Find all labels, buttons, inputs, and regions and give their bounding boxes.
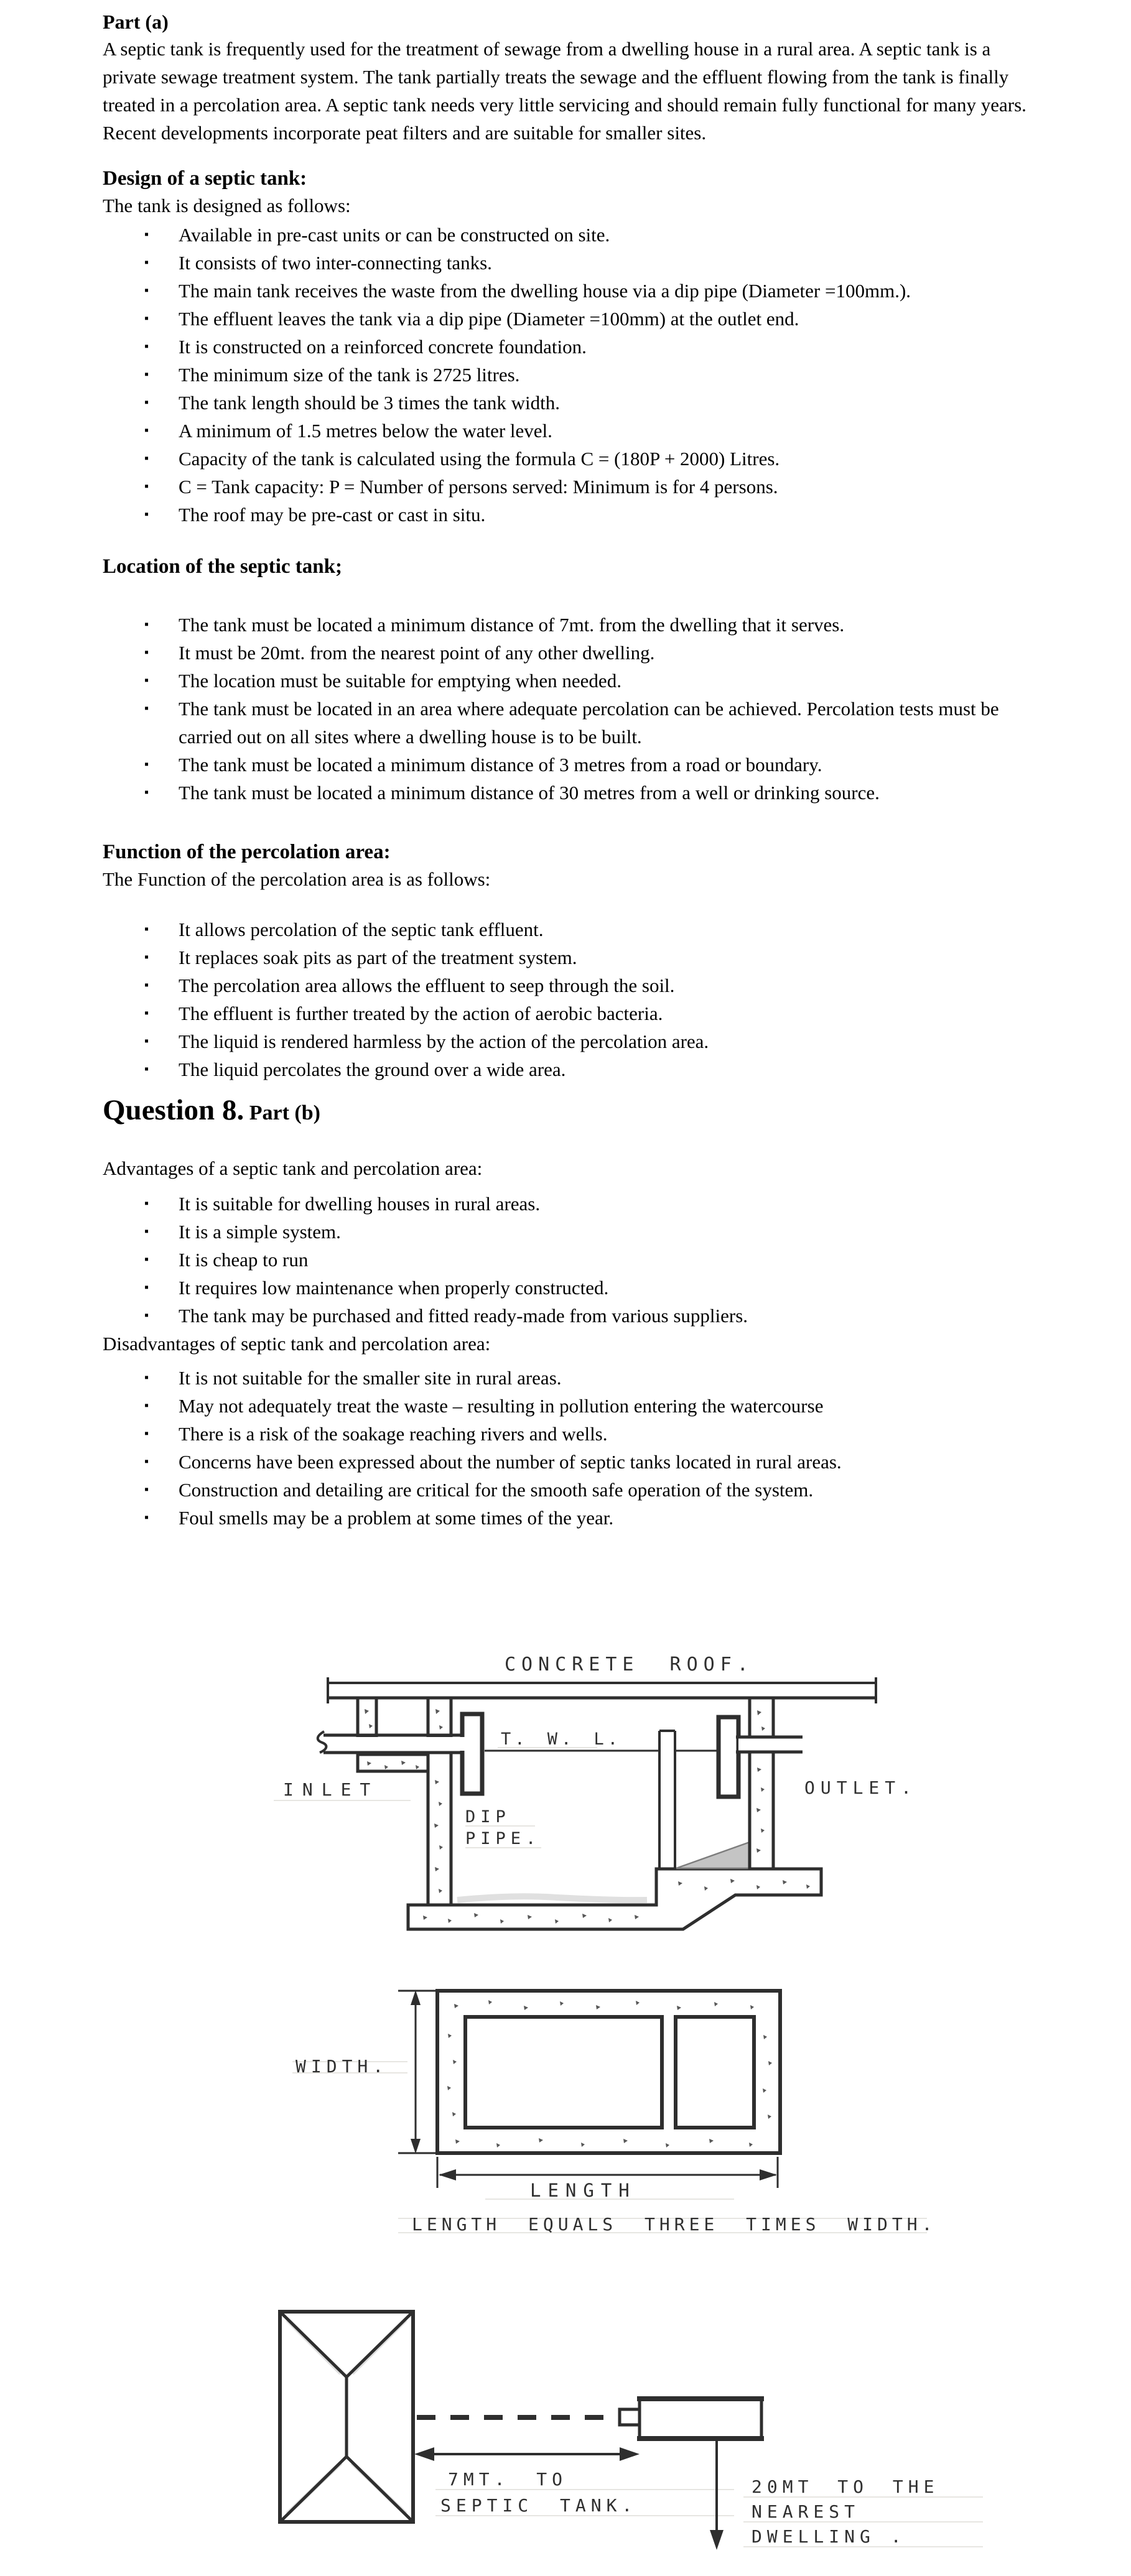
list-item-text: The location must be suitable for emptying when needed. (179, 670, 621, 692)
arrowhead-up-icon (411, 1990, 421, 2005)
list-item (103, 221, 919, 249)
bullet-square-icon: ▪ (144, 618, 149, 631)
list-item-text: It is a simple system. (179, 1221, 341, 1243)
advantages-list (103, 1190, 1030, 1330)
bullet-square-icon: ▪ (144, 1455, 149, 1468)
list-item (103, 779, 1030, 807)
roof-slab (327, 1685, 877, 1697)
bullet-square-icon: ▪ (144, 256, 149, 269)
list-item-text: May not adequately treat the waste – resulting in pollution entering the watercourse (179, 1395, 824, 1417)
design-heading: Design of a septic tank: (103, 167, 307, 190)
bullet-square-icon: ▪ (144, 1399, 149, 1412)
arrowhead-left-icon (414, 2447, 434, 2461)
list-item (103, 1274, 1030, 1302)
question8-title: Question 8. (103, 1094, 244, 1126)
list-item-text: Concerns have been expressed about the number of septic tanks located in rural areas. (179, 1451, 842, 1473)
bullet-square-icon: ▪ (144, 1062, 149, 1076)
list-item (103, 695, 1030, 751)
advantages-intro: Advantages of a septic tank and percolation area: (103, 1157, 483, 1179)
dwelling-distance-label-line2: NEAREST (752, 2501, 860, 2522)
bullet-square-icon: ▪ (144, 340, 149, 353)
bullet-square-icon: ▪ (144, 646, 149, 659)
bullet-square-icon: ▪ (144, 922, 149, 936)
list-item (103, 249, 919, 277)
function-intro: The Function of the percolation area is as follows: (103, 868, 491, 890)
outlet-dip-pipe (719, 1717, 738, 1797)
bullet-square-icon: ▪ (144, 702, 149, 715)
list-item-text: The tank must be located in an area where adequate percolation can be achieved. Percolation tests must be carried out on all sites where a dwelling house is to be built. (179, 698, 999, 748)
list-item (103, 1302, 1030, 1330)
list-item (103, 1190, 1030, 1218)
plan-caption: LENGTH EQUALS THREE TIMES WIDTH. (412, 2214, 937, 2235)
septic-tank-plan-diagram (249, 1953, 937, 2267)
dwelling-distance-label-line3: DWELLING . (752, 2526, 906, 2547)
bullet-square-icon: ▪ (144, 1511, 149, 1524)
list-item-text: It requires low maintenance when properly constructed. (179, 1277, 609, 1299)
disadvantages-intro: Disadvantages of septic tank and percolation area: (103, 1333, 491, 1355)
list-item-text: It must be 20mt. from the nearest point of any other dwelling. (179, 642, 655, 664)
inlet-pipe-bore (325, 1737, 465, 1751)
list-item (103, 1246, 1030, 1274)
list-item-text: It is constructed on a reinforced concrete foundation. (179, 336, 587, 358)
left-wall (428, 1753, 451, 1905)
list-item (103, 1504, 1030, 1532)
list-item-text: The roof may be pre-cast or cast in situ. (179, 504, 486, 526)
list-item (103, 1476, 1030, 1504)
list-item-text: The minimum size of the tank is 2725 litres. (179, 364, 520, 386)
dip-pipe-label-line2: PIPE. (465, 1829, 541, 1848)
bullet-square-icon: ▪ (144, 1253, 149, 1266)
list-item (103, 915, 1030, 943)
list-item-text: There is a risk of the soakage reaching rivers and wells. (179, 1423, 608, 1445)
design-intro: The tank is designed as follows: (103, 195, 351, 216)
list-item (103, 277, 919, 305)
list-item-text: It consists of two inter-connecting tanks. (179, 252, 492, 274)
list-item-text: The tank must be located a minimum distance of 7mt. from the dwelling that it serves. (179, 614, 845, 636)
list-item-text: The tank must be located a minimum distance of 3 metres from a road or boundary. (179, 754, 822, 776)
second-chamber (676, 2017, 754, 2128)
list-item (103, 639, 1030, 667)
list-item (103, 417, 919, 445)
bullet-square-icon: ▪ (144, 1225, 149, 1238)
concrete-roof-label: CONCRETE ROOF. (505, 1654, 754, 1675)
list-item-text: The effluent leaves the tank via a dip pipe (Diameter =100mm) at the outlet end. (179, 308, 799, 330)
list-item (103, 305, 919, 333)
location-heading: Location of the septic tank; (103, 555, 342, 578)
right-wall (750, 1752, 773, 1869)
dwelling-distance-label-line1: 20MT TO THE (752, 2476, 939, 2497)
list-item (103, 999, 1030, 1027)
list-item-text: It replaces soak pits as part of the treatment system. (179, 947, 577, 968)
bullet-square-icon: ▪ (144, 758, 149, 771)
bullet-square-icon: ▪ (144, 480, 149, 493)
roof-support-wall (358, 1698, 376, 1736)
function-list (103, 915, 1030, 1083)
text-column (103, 0, 1030, 1532)
bullet-square-icon: ▪ (144, 507, 149, 521)
list-item (103, 1364, 1030, 1392)
function-heading: Function of the percolation area: (103, 841, 391, 863)
list-item (103, 667, 1030, 695)
list-item (103, 473, 919, 501)
bullet-square-icon: ▪ (144, 1006, 149, 1020)
outlet-label: OUTLET. (804, 1777, 918, 1798)
list-item-text: C = Tank capacity: P = Number of persons served: Minimum is for 4 persons. (179, 476, 778, 498)
bullet-square-icon: ▪ (144, 284, 149, 297)
bullet-square-icon: ▪ (144, 1281, 149, 1294)
list-item-text: The tank length should be 3 times the tank width. (179, 392, 561, 414)
length-label: LENGTH (530, 2180, 636, 2201)
arrowhead-right-icon (760, 2169, 777, 2180)
list-item (103, 389, 919, 417)
bullet-square-icon: ▪ (144, 312, 149, 325)
bullet-square-icon: ▪ (144, 424, 149, 437)
left-wall-top (428, 1698, 451, 1736)
intro-paragraph: A septic tank is frequently used for the treatment of sewage from a dwelling house in a rural area. A septic tank is a private sewage treatment system. The tank partially treats the sewage and the effluent flowing from the tank is finally treated in a percolation area. A septic tank needs very little servicing and should remain fully functional for many years. Recent developments incorporate peat filters and are suitable for smaller sites. (103, 38, 1026, 144)
question8-heading (103, 1093, 1030, 1130)
tank-distance-label-line1: 7MT. TO (448, 2469, 568, 2490)
list-item (103, 501, 919, 529)
list-item-text: Foul smells may be a problem at some times of the year. (179, 1507, 614, 1529)
width-dimension-line (398, 1991, 440, 2153)
design-list (103, 221, 1030, 529)
tank-distance-label-line2: SEPTIC TANK. (440, 2495, 638, 2516)
list-item (103, 445, 919, 473)
list-item-text: The tank may be purchased and fitted ready-made from various suppliers. (179, 1305, 748, 1327)
list-item-text: Available in pre-cast units or can be constructed on site. (179, 224, 610, 246)
inlet-label: INLET (283, 1779, 379, 1800)
list-item (103, 943, 1030, 971)
list-item (103, 971, 1030, 999)
bullet-square-icon: ▪ (144, 1034, 149, 1048)
arrowhead-right-icon (620, 2447, 640, 2461)
list-item-text: The liquid percolates the ground over a wide area. (179, 1059, 566, 1080)
bullet-square-icon: ▪ (144, 228, 149, 241)
list-item (103, 611, 1030, 639)
list-item (103, 1392, 1030, 1420)
list-item (103, 1420, 1030, 1448)
bullet-square-icon: ▪ (144, 1309, 149, 1322)
twl-label: T. W. L. (501, 1730, 622, 1749)
list-item-text: It is suitable for dwelling houses in rural areas. (179, 1193, 541, 1215)
list-item (103, 1218, 1030, 1246)
bullet-square-icon: ▪ (144, 674, 149, 687)
width-label: WIDTH. (296, 2056, 389, 2077)
location-list (103, 611, 1030, 807)
main-chamber (465, 2017, 662, 2128)
list-item-text: The liquid is rendered harmless by the action of the percolation area. (179, 1031, 709, 1052)
list-item-text: It allows percolation of the septic tank effluent. (179, 919, 544, 940)
sludge-ramp (676, 1842, 750, 1868)
outlet-pipe-bore (738, 1738, 801, 1751)
bullet-square-icon: ▪ (144, 1427, 149, 1440)
bullet-square-icon: ▪ (144, 950, 149, 964)
dip-pipe-label-line1: DIP (465, 1807, 511, 1827)
bullet-square-icon: ▪ (144, 785, 149, 799)
bullet-square-icon: ▪ (144, 1197, 149, 1210)
question8-subtitle: Part (b) (244, 1101, 320, 1124)
list-item-text: Construction and detailing are critical for the smooth safe operation of the system. (179, 1479, 814, 1501)
septic-tank-cross-section-diagram (249, 1649, 933, 1970)
list-item (103, 333, 919, 361)
list-item (103, 1027, 1030, 1055)
arrowhead-down-icon (411, 2139, 421, 2154)
pipe-connector (620, 2409, 640, 2425)
bullet-square-icon: ▪ (144, 978, 149, 992)
dividing-wall (659, 1731, 675, 1869)
list-item (103, 361, 919, 389)
bullet-square-icon: ▪ (144, 368, 149, 381)
arrowhead-down-icon (710, 2530, 724, 2550)
inlet-dip-pipe (462, 1714, 482, 1794)
right-wall-top (750, 1698, 773, 1737)
list-item-text: The percolation area allows the effluent to seep through the soil. (179, 975, 675, 996)
list-item (103, 1448, 1030, 1476)
arrowhead-left-icon (439, 2169, 456, 2180)
list-item (103, 751, 1030, 779)
part-a-heading: Part (a) (103, 11, 169, 33)
list-item (103, 1055, 1030, 1083)
site-location-diagram (187, 2251, 995, 2576)
disadvantages-list (103, 1364, 1030, 1532)
list-item-text: Capacity of the tank is calculated using the formula C = (180P + 2000) Litres. (179, 448, 780, 470)
bullet-square-icon: ▪ (144, 1371, 149, 1384)
list-item-text: The tank must be located a minimum distance of 30 metres from a well or drinking source. (179, 782, 880, 804)
bullet-square-icon: ▪ (144, 1483, 149, 1496)
list-item-text: The effluent is further treated by the action of aerobic bacteria. (179, 1003, 663, 1024)
pencil-smudge (457, 1896, 647, 1900)
list-item-text: A minimum of 1.5 metres below the water level. (179, 420, 552, 442)
list-item-text: It is cheap to run (179, 1249, 309, 1271)
bullet-square-icon: ▪ (144, 396, 149, 409)
list-item-text: It is not suitable for the smaller site in rural areas. (179, 1367, 562, 1389)
bullet-square-icon: ▪ (144, 452, 149, 465)
septic-tank (640, 2399, 761, 2439)
list-item-text: The main tank receives the waste from the dwelling house via a dip pipe (Diameter =100mm.). (179, 280, 911, 302)
